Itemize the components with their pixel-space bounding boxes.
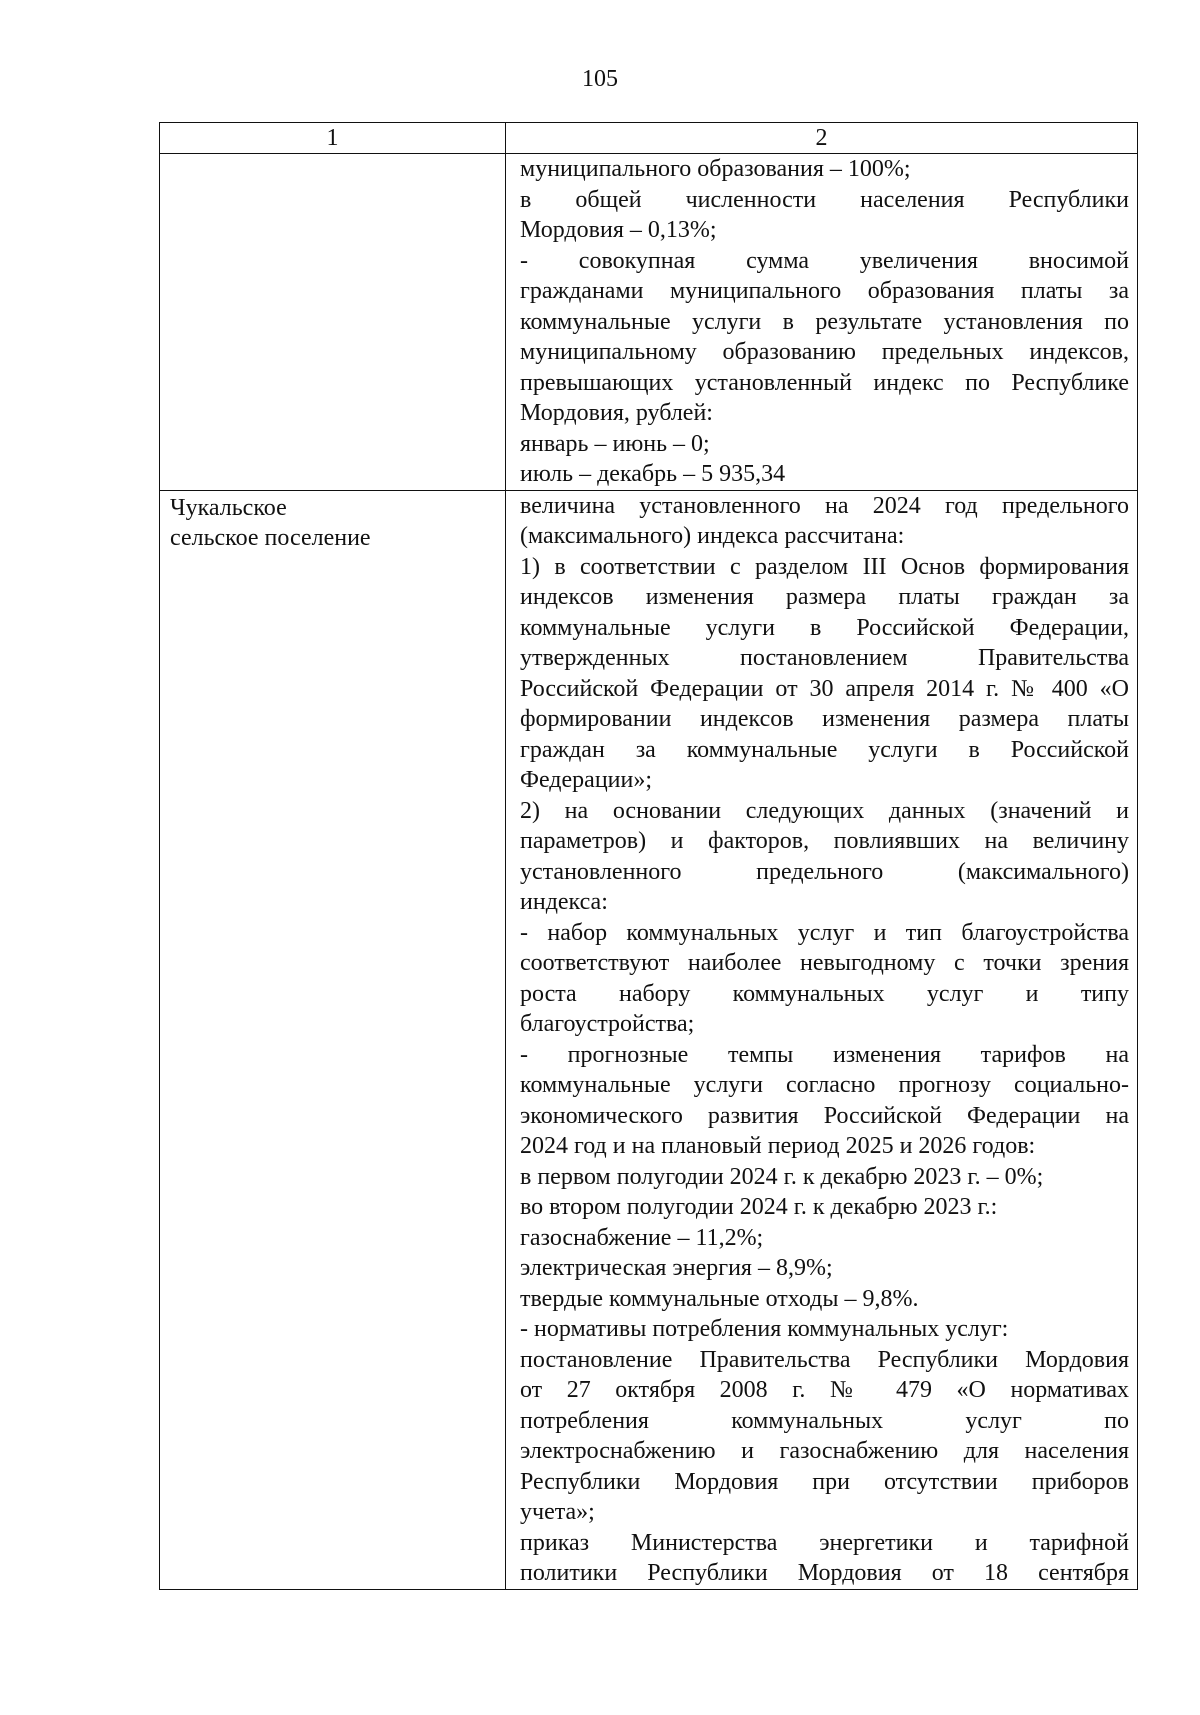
- row-description-cell: [506, 154, 1138, 491]
- text-line: твердые коммунальные отходы – 9,8%.: [520, 1285, 919, 1312]
- text-line: учета»;: [520, 1499, 595, 1525]
- table-row: [160, 154, 1138, 491]
- text-line: - прогнозные темпы изменения тарифов на: [520, 1041, 1129, 1068]
- text-line: установленного предельного (максимального): [520, 858, 1129, 885]
- text-line: Мордовия, рублей:: [520, 400, 713, 426]
- text-line: превышающих установленный индекс по Республике: [520, 369, 1129, 396]
- text-line: январь – июнь – 0;: [520, 430, 710, 457]
- page-number: 105: [582, 66, 618, 92]
- text-line: роста набору коммунальных услуг и типу: [520, 980, 1129, 1007]
- text-line: экономического развития Российской Федерации на: [520, 1102, 1129, 1129]
- column-header-1: 1: [160, 123, 506, 154]
- column-header-2: 2: [506, 123, 1138, 154]
- text-line: гражданами муниципального образования платы за: [520, 278, 1129, 304]
- text-line: (максимального) индекса рассчитана:: [520, 523, 905, 549]
- text-line: потребления коммунальных услуг по: [520, 1407, 1129, 1434]
- text-line: величина установленного на 2024 год предельного: [520, 492, 1129, 519]
- table-header-row: [160, 123, 1138, 154]
- text-line: коммунальные услуги в Российской Федерации,: [520, 614, 1129, 641]
- text-line: утвержденных постановлением Правительства: [520, 645, 1129, 671]
- text-line: 2024 год и на плановый период 2025 и 2026 годов:: [520, 1133, 1036, 1159]
- text-line: в общей численности населения Республики: [520, 186, 1129, 213]
- text-line: формировании индексов изменения размера платы: [520, 706, 1129, 732]
- municipality-name-line: Чукальское: [170, 494, 287, 521]
- text-line: 2) на основании следующих данных (значений и: [520, 797, 1129, 824]
- text-line: коммунальные услуги в результате установления по: [520, 308, 1129, 335]
- text-line: 1) в соответствии с разделом III Основ формирования: [520, 553, 1129, 580]
- text-line: во втором полугодии 2024 г. к декабрю 2023 г.:: [520, 1194, 998, 1220]
- text-line: в первом полугодии 2024 г. к декабрю 2023 г. – 0%;: [520, 1163, 1044, 1190]
- text-line: муниципальному образованию предельных индексов,: [520, 339, 1129, 365]
- municipality-name-line: сельское поселение: [170, 525, 371, 551]
- row-municipality-cell: [160, 154, 506, 491]
- row-municipality-cell: [160, 490, 506, 1589]
- table-row: [160, 490, 1138, 1589]
- text-line: электрическая энергия – 8,9%;: [520, 1255, 833, 1281]
- text-line: граждан за коммунальные услуги в Российской: [520, 736, 1129, 763]
- text-line: Республики Мордовия при отсутствии приборов: [520, 1468, 1129, 1495]
- text-line: муниципального образования – 100%;: [520, 156, 911, 182]
- text-line: - нормативы потребления коммунальных услуг:: [520, 1316, 1009, 1342]
- text-line: Федерации»;: [520, 767, 653, 793]
- row-description-cell: [506, 490, 1138, 1589]
- text-line: газоснабжение – 11,2%;: [520, 1224, 764, 1251]
- text-line: соответствуют наиболее невыгодному с точки зрения: [520, 950, 1129, 976]
- text-line: приказ Министерства энергетики и тарифной: [520, 1529, 1129, 1556]
- text-line: июль – декабрь – 5 935,34: [520, 461, 786, 487]
- text-line: Мордовия – 0,13%;: [520, 217, 717, 243]
- text-line: коммунальные услуги согласно прогнозу социально-: [520, 1072, 1129, 1098]
- text-line: индекса:: [520, 889, 608, 915]
- text-line: - набор коммунальных услуг и тип благоустройства: [520, 919, 1129, 946]
- text-line: электроснабжению и газоснабжению для населения: [520, 1438, 1129, 1464]
- text-line: параметров) и факторов, повлиявших на величину: [520, 828, 1129, 854]
- document-table: [159, 122, 1138, 1590]
- text-line: политики Республики Мордовия от 18 сентября: [520, 1560, 1129, 1586]
- text-line: постановление Правительства Республики Мордовия: [520, 1346, 1129, 1373]
- text-line: индексов изменения размера платы граждан за: [520, 584, 1129, 610]
- text-line: Российской Федерации от 30 апреля 2014 г. № 400 «О: [520, 675, 1129, 702]
- text-line: - совокупная сумма увеличения вносимой: [520, 247, 1129, 274]
- text-line: от 27 октября 2008 г. № 479 «О нормативах: [520, 1377, 1129, 1403]
- text-line: благоустройства;: [520, 1011, 695, 1037]
